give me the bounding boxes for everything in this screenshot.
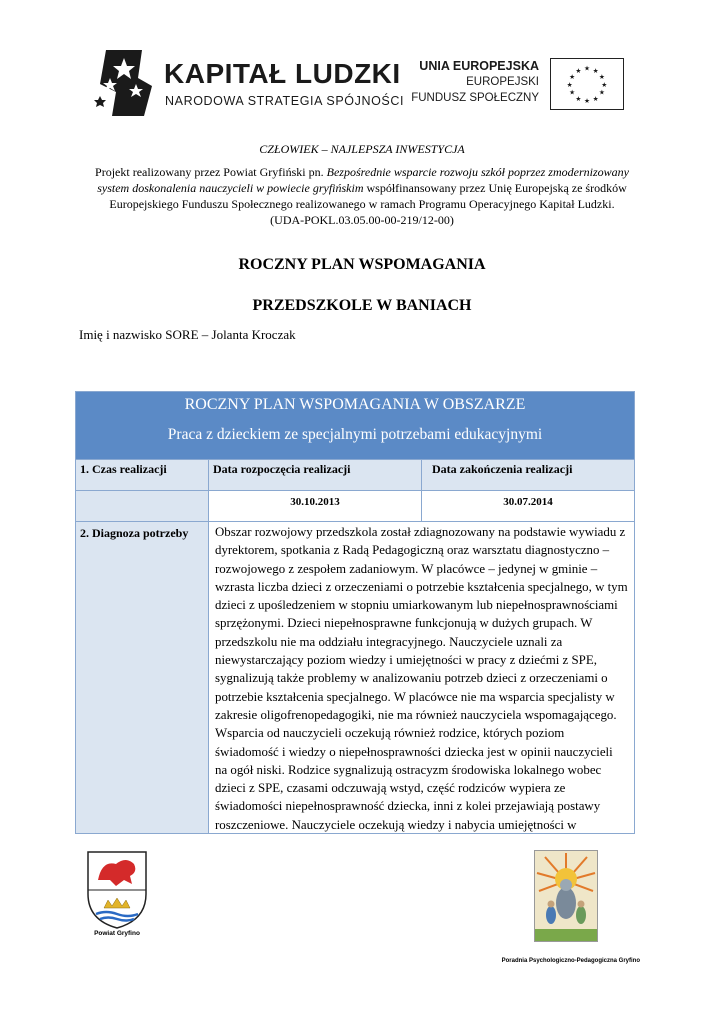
eu-line-3: FUNDUSZ SPOŁECZNY — [411, 92, 539, 104]
table-row — [76, 460, 634, 491]
table-header-title: ROCZNY PLAN WSPOMAGANIA W OBSZARZE — [184, 396, 526, 413]
svg-text:★: ★ — [566, 80, 573, 89]
ppp-logo — [534, 850, 598, 942]
table-header-area: Praca z dzieckiem ze specjalnymi potrzebami edukacyjnymi — [167, 426, 543, 443]
start-date: 30.10.2013 — [209, 491, 422, 521]
sun-family-icon — [535, 851, 597, 941]
page-subtitle: PRZEDSZKOLE W BANIACH — [252, 297, 472, 314]
svg-text:★: ★ — [569, 88, 576, 97]
sore-name: Imię i nazwisko SORE – Jolanta Kroczak — [79, 327, 296, 342]
end-date: 30.07.2014 — [503, 496, 553, 508]
kapital-ludzki-mark-icon — [92, 48, 162, 118]
time-label: 1. Czas realizacji — [76, 460, 209, 490]
diagnosis-label: 2. Diagnoza potrzeby — [76, 522, 209, 833]
svg-text:★: ★ — [598, 73, 605, 82]
project-name: Bezpośrednie wsparcie rozwoju szkół poprzez zmodernizowany system doskonalenia nauczycieli w powiecie gryfińskim — [97, 165, 629, 195]
coat-of-arms-icon — [86, 850, 148, 930]
eu-line-2: EUROPEJSKI — [466, 76, 539, 88]
kapital-ludzki-subtitle: NARODOWA STRATEGIA SPÓJNOŚCI — [165, 94, 405, 108]
svg-text:★: ★ — [575, 94, 582, 103]
svg-text:★: ★ — [598, 88, 605, 97]
start-date-label: Data rozpoczęcia realizacji — [209, 460, 422, 490]
project-code: (UDA-POKL.03.05.00-00-219/12-00) — [270, 213, 454, 227]
eu-flag-icon — [550, 58, 624, 110]
eu-line-1: UNIA EUROPEJSKA — [419, 59, 539, 73]
powiat-gryfino-logo — [86, 850, 148, 936]
table-header — [76, 392, 634, 460]
plan-table — [75, 391, 635, 834]
svg-text:★: ★ — [569, 73, 576, 82]
svg-text:★: ★ — [601, 80, 608, 89]
diagnosis-text: Obszar rozwojowy przedszkola został zdiagnozowany na podstawie wywiadu z dyrektorem, spotkania z Radą Pedagogiczną oraz warsztatu diagnostyczno – rozwojowego z zespołem zadaniowym. W placówce – jedynej w gminie – wzrasta liczba dzieci z orzeczeniami o potrzebie kształcenia specjalnego, w tym dzieci z upośledzeniem w stopniu umiarkowanym lub niepełnosprawnościami sprzężonymi. Dzieci niepełnosprawne funkcjonują w dużych grupach. W przedszkolu nie ma oddziału integracyjnego. Nauczyciele uznali za niewystarczający poziom wiedzy i umiejętności w pracy z dziećmi z SPE, sygnalizują także problemy w analizowaniu potrzeb dzieci z orzeczeniami o potrzebie kształcenia specjalnego. W placówce nie ma wsparcia specjalisty w zakresie oligofrenopedagogiki, nie ma również nauczyciela wspomagającego. Wsparcia od nauczycieli oczekują również rodzice, których poziom świadomość i wiedzy o niepełnosprawności dziecka jest w opinii nauczycieli na ogół niski. Rodzice sygnalizują ostracyzm środowiska lokalnego wobec dzieci z SPE, czasami odczuwają wstyd, część rodziców wypiera ze świadomości niepełnosprawność dziecka, inni z kolei przejawiają postawy roszczeniowe. Nauczyciele oczekują wiedzy i nabycia umiejętności w — [215, 525, 628, 832]
svg-text:★: ★ — [592, 94, 599, 103]
empty-cell — [76, 491, 209, 521]
ppp-caption: Poradnia Psychologiczno-Pedagogiczna Gryfino — [501, 958, 640, 964]
svg-text:★: ★ — [583, 97, 591, 106]
table-row — [76, 491, 634, 522]
project-prefix: Projekt realizowany przez Powiat Gryfiński pn. — [95, 165, 327, 179]
table-row — [76, 522, 634, 833]
eu-logo-text — [411, 58, 539, 106]
eu-logo — [411, 58, 624, 114]
svg-text:★: ★ — [575, 66, 582, 75]
kapital-ludzki-logo — [92, 48, 405, 118]
svg-text:★: ★ — [592, 66, 599, 75]
page-title: ROCZNY PLAN WSPOMAGANIA — [238, 256, 486, 273]
svg-text:★: ★ — [583, 64, 591, 73]
powiat-caption: Powiat Gryfino — [94, 930, 140, 937]
motto: CZŁOWIEK – NAJLEPSZA INWESTYCJA — [259, 142, 465, 156]
project-suffix: współfinansowany przez Unię Europejską ze środków Europejskiego Funduszu Społecznego realizowanego w ramach Programu Operacyjnego Kapitał Ludzki. — [109, 181, 627, 211]
project-description — [80, 164, 644, 228]
kapital-ludzki-title: KAPITAŁ LUDZKI — [164, 58, 401, 89]
end-date-label: Data zakończenia realizacji — [422, 460, 634, 490]
